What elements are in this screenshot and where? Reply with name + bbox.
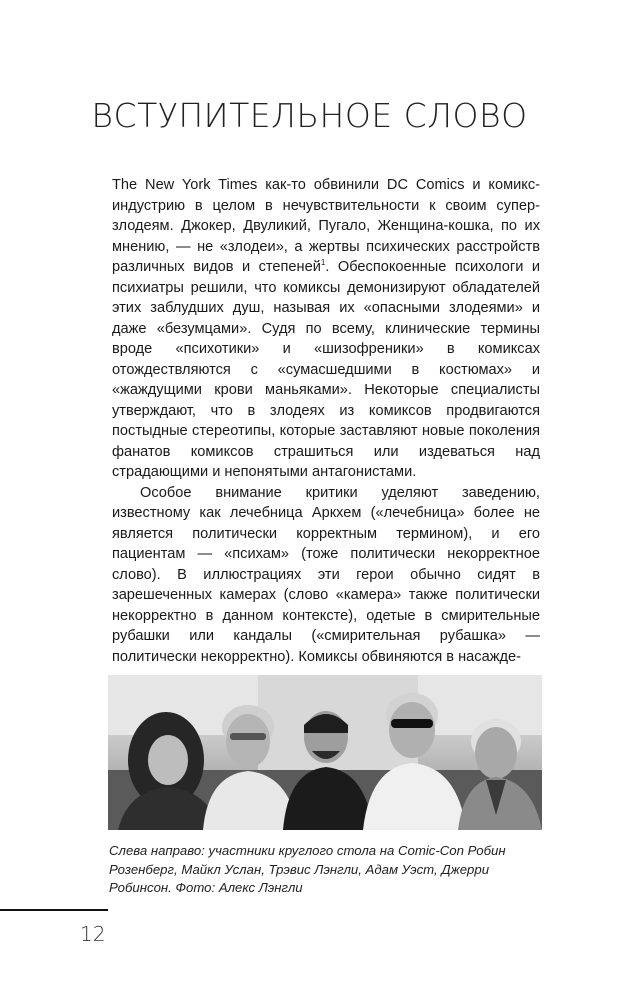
group-photo-icon bbox=[108, 675, 542, 830]
paragraph-1 bbox=[112, 175, 540, 483]
footer-rule bbox=[0, 909, 108, 911]
photo-caption: Слева направо: участники круглого стола на Comic-Con Робин Розенберг, Майкл Услан, Трэвис Лэнгли, Адам Уэст, Джерри Робинсон. Фото: Алекс Лэнгли bbox=[109, 843, 506, 895]
paragraph-2: Особое внимание критики уделяют заведению, известному как лечебница Аркхем («лечебница» более не является политически корректным термином), и его пациентам — «психам» (тоже политически некорректное слово). В иллюстрациях эти герои обычно сидят в зарешеченных камерах (слово «камера» также политически некорректно в данном контексте), одетые в смирительные рубашки или кандалы («смирительная рубашка» — политически некорректно). Комиксы обвиняются в насажде- bbox=[112, 484, 540, 665]
page-title: ВСТУПИТЕЛЬНОЕ СЛОВО bbox=[91, 96, 528, 135]
paragraph-1-text-cont: . Обеспокоенные психологи и психиатры решили, что комиксы демонизируют обладателей этих заблудших душ, называя их «опасными злодеями» и даже «безумцами». Судя по всему, клинические термины вроде «психотики» и «шизофреники» в комиксах отождествляются с «сумасшедшими в костюмах» и «жаждущими крови маньяками». Некоторые специалисты утверждают, что в злодеях из комиксов продвигаются постыдные стереотипы, которые заставляют новые поколения фанатов комиксов страшиться или издеваться над страдающими и непонятыми антагонистами. bbox=[112, 259, 540, 480]
group-photo bbox=[108, 675, 542, 830]
footnote-marker[interactable]: 1 bbox=[320, 258, 326, 268]
paragraph-1-text: The New York Times как-то обвинили DC Comics и комикс-индустрию в целом в нечувствительности к своим супер-злодеям. Джокер, Двуликий, Пугало, Женщина-кошка, по их мнению, — не «злодеи», а жертвы психических расстройств различных видов и степеней bbox=[112, 177, 540, 275]
body-text bbox=[112, 175, 540, 667]
page-number: 12 bbox=[80, 922, 106, 946]
